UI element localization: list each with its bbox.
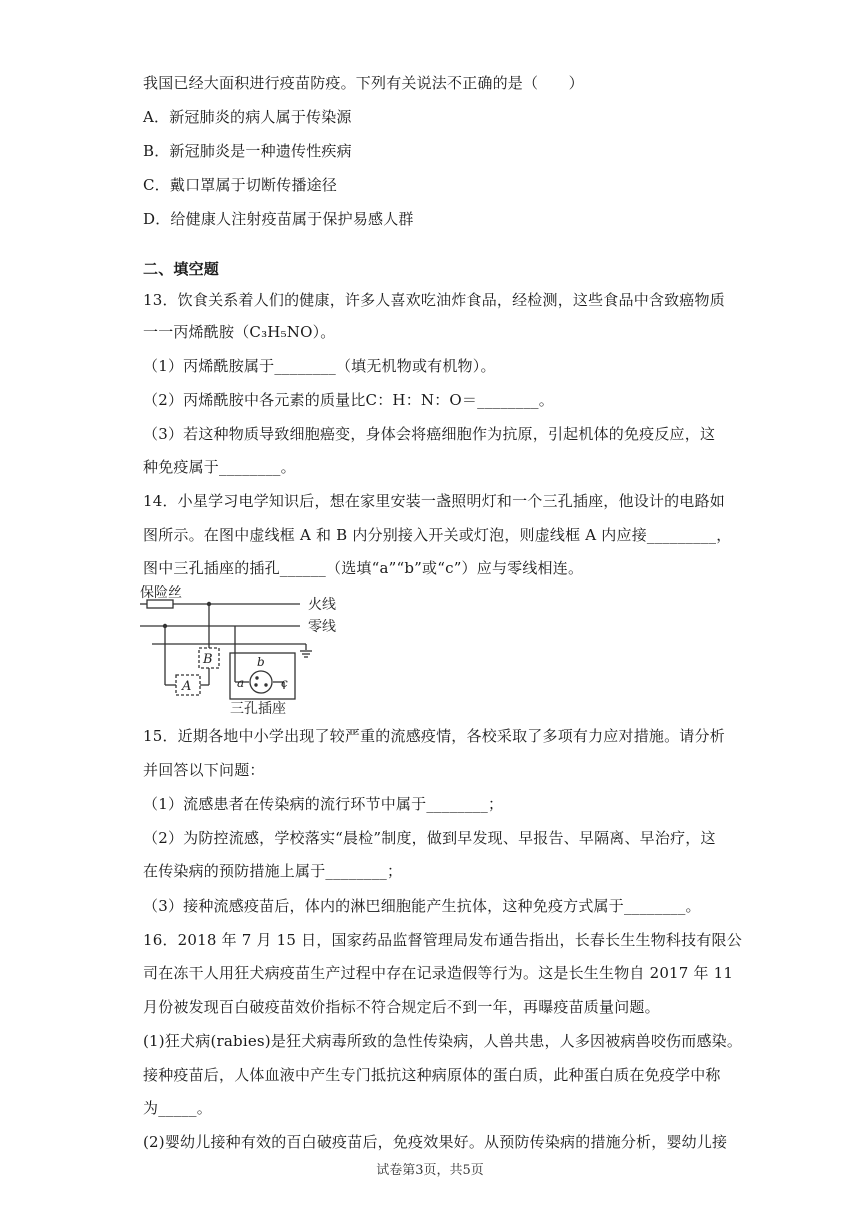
question-12-option-d: D．给健康人注射疫苗属于保护易感人群 bbox=[143, 210, 414, 228]
question-15-part-2: （2）为防控流感，学校落实“晨检”制度，做到早发现、早报告、早隔离、早治疗，这 bbox=[143, 829, 716, 847]
question-14-stem-line-3: 图中三孔插座的插孔______（选填“a”“b”或“c”）应与零线相连。 bbox=[143, 559, 584, 577]
question-13-stem-line-2: 一一丙烯酰胺（C₃H₅NO）。 bbox=[143, 323, 336, 341]
hole-c-label: c bbox=[281, 676, 288, 690]
neutral-wire-label: 零线 bbox=[308, 619, 336, 635]
question-13-part-3-cont: 种免疫属于________。 bbox=[143, 458, 296, 476]
question-15-part-2-cont: 在传染病的预防措施上属于________； bbox=[143, 862, 403, 880]
question-12-stem: 我国已经大面积进行疫苗防疫。下列有关说法不正确的是（ ） bbox=[143, 74, 584, 92]
box-b-label: B bbox=[203, 652, 213, 667]
question-14-stem-line-1: 14．小星学习电学知识后，想在家里安装一盏照明灯和一个三孔插座，他设计的电路如 bbox=[143, 492, 725, 510]
socket-hole-b bbox=[255, 676, 258, 679]
question-15-part-1: （1）流感患者在传染病的流行环节中属于________； bbox=[143, 795, 504, 813]
live-wire-label: 火线 bbox=[308, 597, 336, 613]
question-16-stem-line-3: 月份被发现百白破疫苗效价指标不符合规定后不到一年，再曝疫苗质量问题。 bbox=[143, 998, 660, 1016]
question-16-part-1-cont: 接种疫苗后，人体血液中产生专门抵抗这种病原体的蛋白质，此种蛋白质在免疫学中称 bbox=[143, 1066, 721, 1084]
question-12-option-b: B．新冠肺炎是一种遗传性疾病 bbox=[143, 142, 352, 160]
question-14-stem-line-2: 图所示。在图中虚线框 A 和 B 内分别接入开关或灯泡，则虚线框 A 内应接_________， bbox=[143, 526, 732, 544]
question-13-stem-line-1: 13．饮食关系着人们的健康，许多人喜欢吃油炸食品，经检测，这些食品中含致癌物质 bbox=[143, 291, 725, 309]
question-15-stem-line-2: 并回答以下问题： bbox=[143, 761, 265, 779]
box-a-label: A bbox=[182, 679, 192, 694]
question-13-part-3: （3）若这种物质导致细胞癌变，身体会将癌细胞作为抗原，引起机体的免疫反应，这 bbox=[143, 425, 716, 443]
question-16-part-2: (2)婴幼儿接种有效的百白破疫苗后，免疫效果好。从预防传染病的措施分析，婴幼儿接 bbox=[143, 1133, 728, 1151]
section-heading: 二、填空题 bbox=[143, 260, 220, 278]
question-12-option-a: A．新冠肺炎的病人属于传染源 bbox=[143, 108, 352, 126]
fuse-label: 保险丝 bbox=[140, 585, 182, 601]
question-15-part-3: （3）接种流感疫苗后，体内的淋巴细胞能产生抗体，这种免疫方式属于________。 bbox=[143, 897, 701, 915]
hole-b-label: b bbox=[257, 655, 265, 669]
hole-a-label: a bbox=[237, 676, 245, 690]
question-16-stem-line-2: 司在冻干人用狂犬病疫苗生产过程中存在记录造假等行为。这是长生生物自 2017 年 11 bbox=[143, 964, 734, 982]
question-13-part-2: （2）丙烯酰胺中各元素的质量比C：H：N：O＝________。 bbox=[143, 391, 554, 409]
socket-hole-c bbox=[264, 683, 267, 686]
socket-label: 三孔插座 bbox=[230, 701, 286, 715]
question-15-stem-line-1: 15．近期各地中小学出现了较严重的流感疫情，各校采取了多项有力应对措施。请分析 bbox=[143, 727, 725, 745]
question-16-part-1-end: 为_____。 bbox=[143, 1099, 212, 1117]
question-16-stem-line-1: 16．2018 年 7 月 15 日，国家药品监督管理局发布通告指出，长春长生生物科技有限公 bbox=[143, 931, 742, 949]
question-16-part-1: (1)狂犬病(rabies)是狂犬病毒所致的急性传染病，人兽共患，人多因被病兽咬伤而感染。 bbox=[143, 1032, 743, 1050]
socket-hole-a bbox=[254, 683, 257, 686]
page-footer: 试卷第3页，共5页 bbox=[376, 1163, 484, 1178]
junction-dot-neutral bbox=[163, 624, 167, 628]
socket-face bbox=[250, 671, 272, 693]
fuse bbox=[147, 600, 173, 608]
junction-dot-live bbox=[207, 602, 211, 606]
question-12-option-c: C．戴口罩属于切断传播途径 bbox=[143, 176, 338, 194]
question-13-part-1: （1）丙烯酰胺属于________（填无机物或有机物）。 bbox=[143, 357, 496, 375]
circuit-diagram bbox=[140, 585, 350, 715]
